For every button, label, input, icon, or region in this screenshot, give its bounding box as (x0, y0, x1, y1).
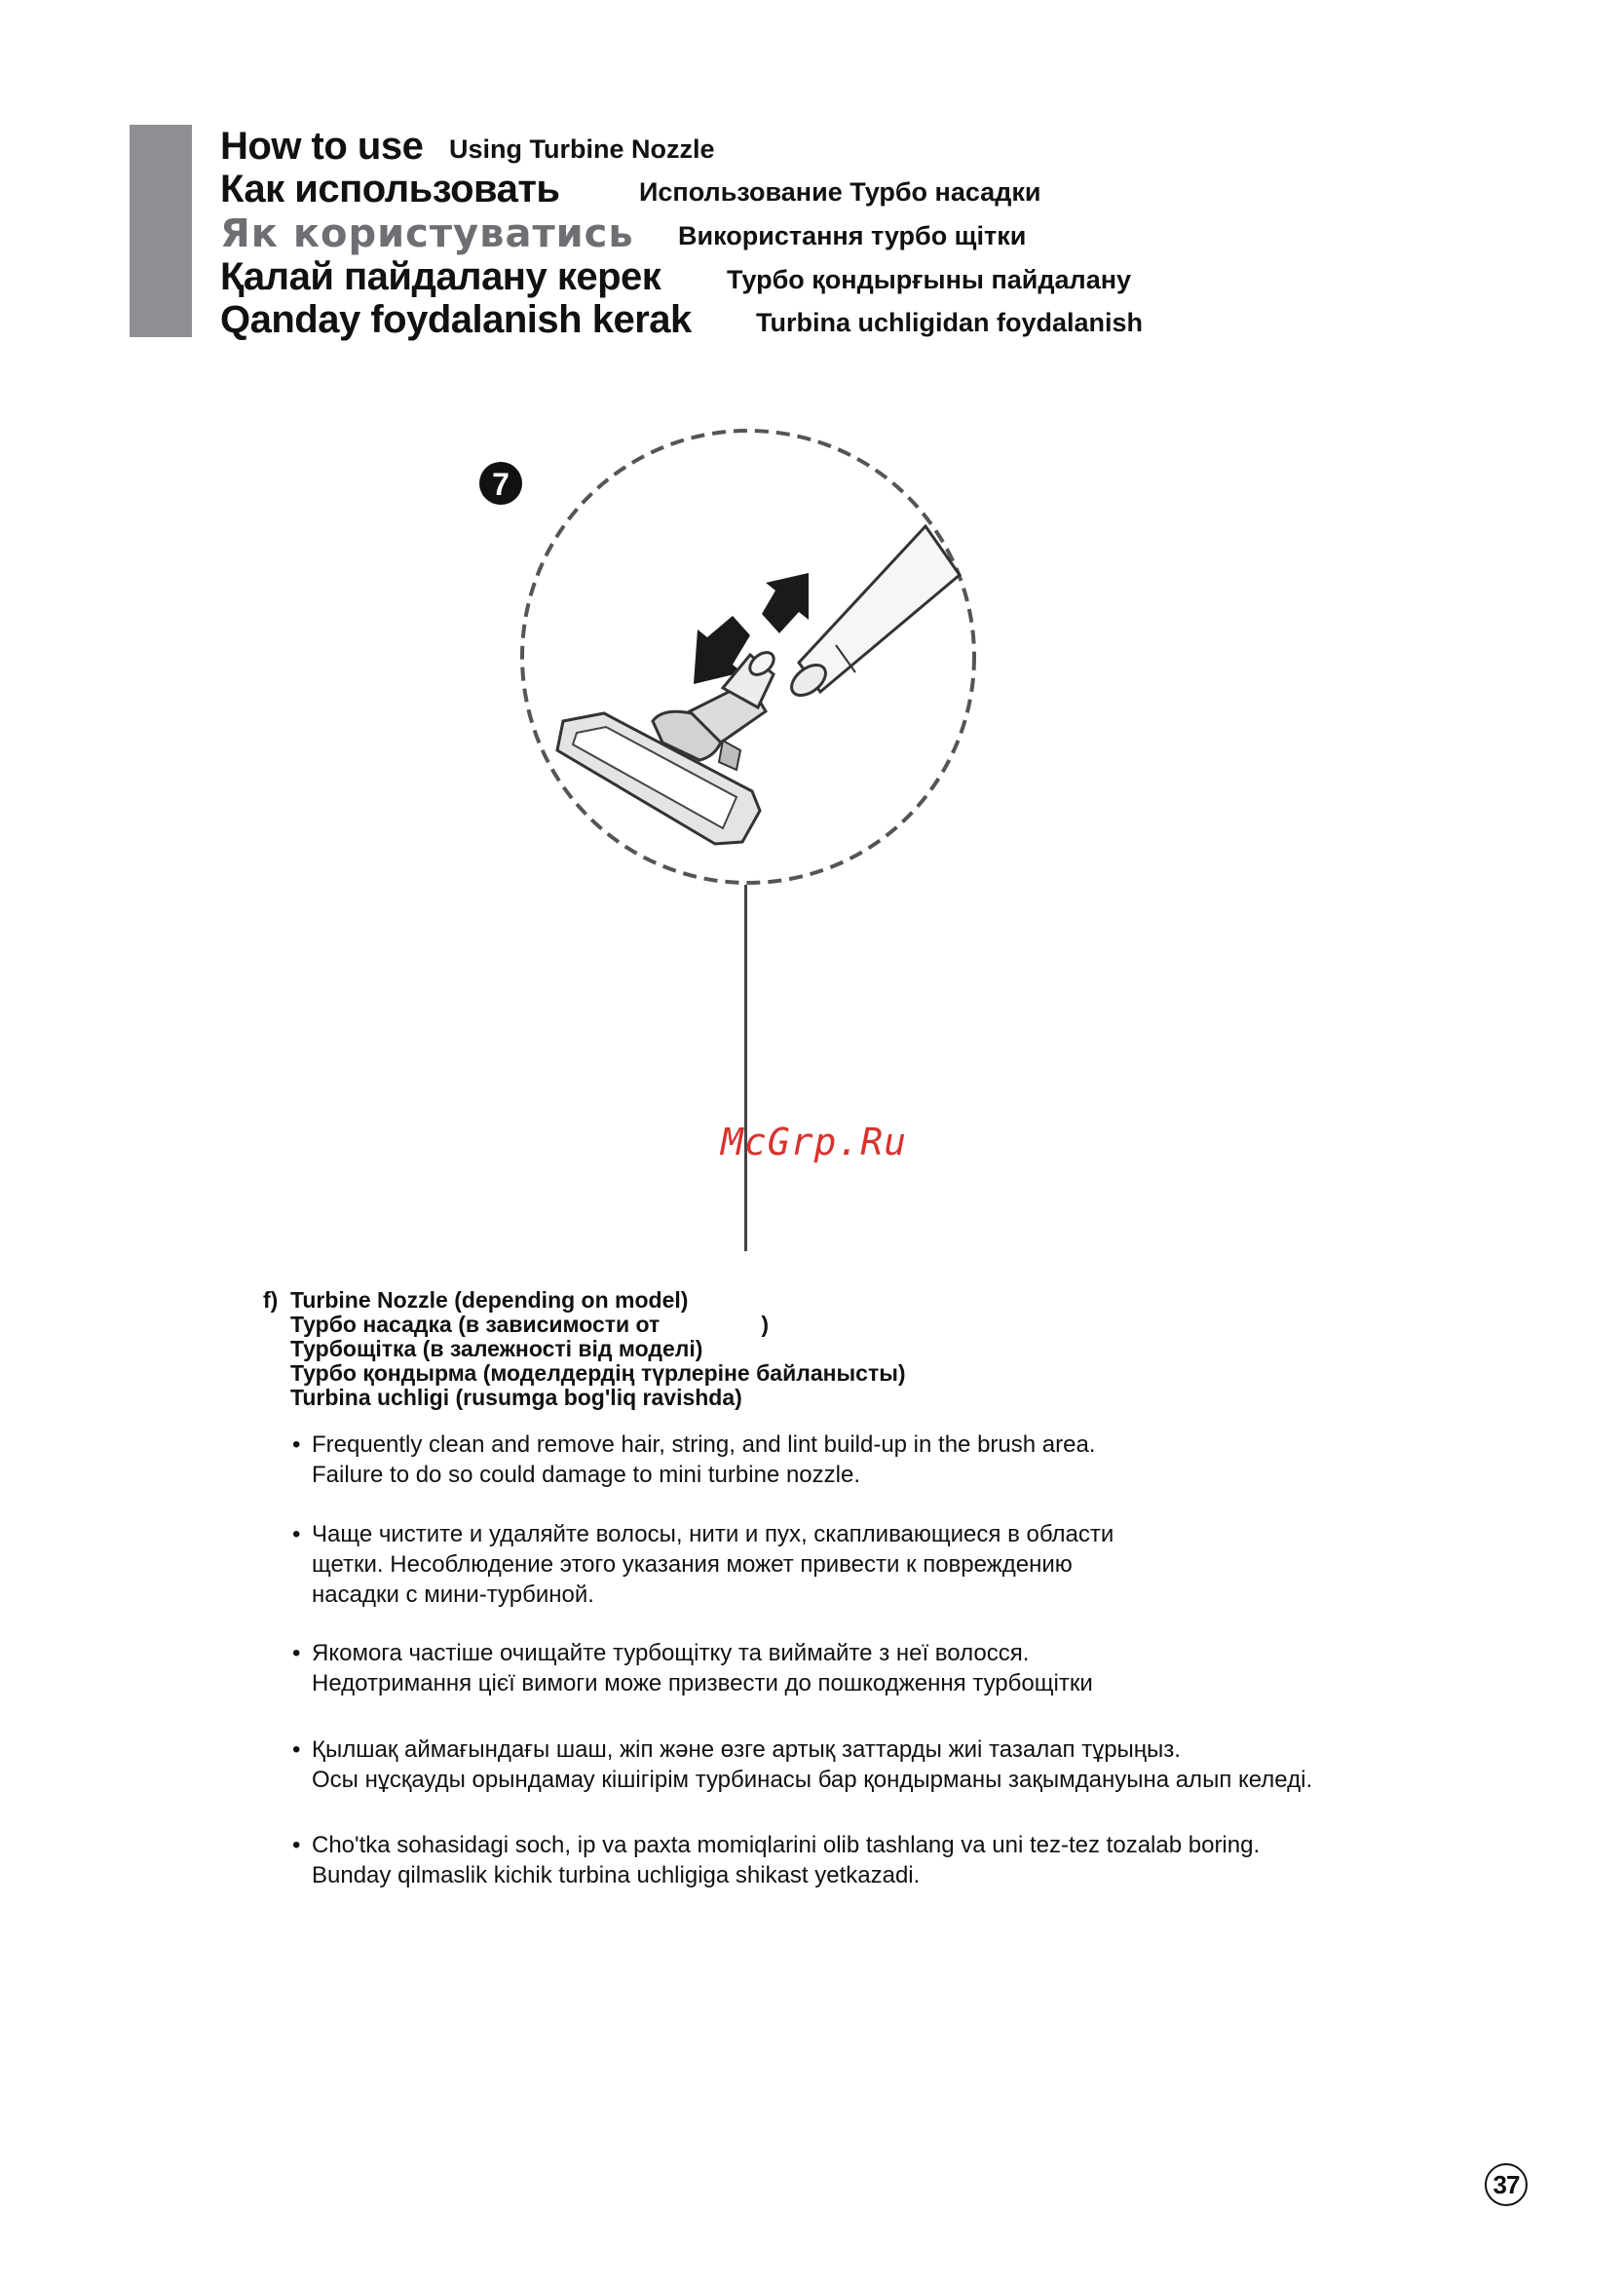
leader-line (744, 885, 747, 1251)
bullet-symbol: • (292, 1832, 301, 1858)
title-sub: Турбо қондырғыны пайдалану (727, 265, 1132, 294)
section-heading-lines (290, 1288, 906, 1410)
heading-line: Турбо қондырма (моделдердің түрлеріне байланысты) (290, 1360, 906, 1386)
title-sub: Использование Турбо насадки (639, 177, 1041, 207)
heading-line: Турбощітка (в залежності від моделі) (290, 1336, 703, 1361)
bullet-symbol: • (292, 1640, 301, 1666)
section-tab-bar (130, 125, 192, 337)
title-main: Qanday foydalanish kerak (220, 298, 692, 341)
heading-line: Turbine Nozzle (depending on model) (290, 1287, 689, 1313)
bullet-symbol: • (292, 1521, 301, 1547)
arrow-up-right-icon (762, 573, 809, 633)
title-main: How to use (220, 125, 424, 168)
turbine-nozzle-icon (557, 648, 778, 844)
title-main: Як користуватись (220, 211, 634, 256)
title-sub: Turbina uchligidan foydalanish (756, 308, 1144, 337)
bullet-symbol: • (292, 1431, 301, 1458)
turbine-nozzle-illustration (468, 429, 994, 916)
title-row-ua (220, 211, 1027, 256)
bullet-text: Якомога частіше очищайте турбощітку та виймайте з неї волосся. Недотримання цієї вимоги може призвести до пошкодження турбощітки (312, 1640, 1093, 1696)
tube-icon (786, 526, 960, 702)
heading-line: Turbina uchligi (rusumga bog'liq ravishda) (290, 1385, 742, 1410)
heading-line-ru: Турбо насадка (в зависимости от ) (290, 1312, 769, 1337)
bullet-text: Cho'tka sohasidagi soch, ip va paxta momiqlarini olib tashlang va uni tez-tez tozalab boring. Bunday qilmaslik kichik turbina uchligiga shikast yetkazadi. (312, 1832, 1261, 1888)
page-number: 37 (1485, 2163, 1528, 2206)
bullet-text: Чаще чистите и удаляйте волосы, нити и пух, скапливающиеся в области щетки. Несоблюдение этого указания может привести к повреждению насадки с мини-турбиной. (312, 1521, 1114, 1608)
title-row-en (220, 125, 715, 169)
step-number: 7 (492, 467, 510, 502)
title-main: Қалай пайдалану керек (220, 255, 661, 298)
title-row-kz (220, 255, 1132, 299)
watermark: McGrp.Ru (721, 1121, 908, 1163)
section-marker: f) (263, 1287, 279, 1313)
bullet-symbol: • (292, 1736, 301, 1763)
title-row-uz (220, 298, 1144, 342)
bullet-text: Қылшақ аймағындағы шаш, жіп және өзге артық заттарды жиі тазалап тұрыңыз. Осы нұсқауды орындамау кішігірім турбинасы бар қондырманы зақымдануына алып келеді. (312, 1736, 1313, 1793)
title-row-ru (220, 168, 1041, 211)
bullet-text: Frequently clean and remove hair, string, and lint build-up in the brush area. Failure to do so could damage to mini turbine nozzle. (312, 1431, 1096, 1488)
title-sub: Використання турбо щітки (678, 221, 1027, 250)
illustration-svg (468, 429, 994, 916)
title-main: Как использовать (220, 168, 560, 210)
title-sub: Using Turbine Nozzle (449, 134, 715, 164)
